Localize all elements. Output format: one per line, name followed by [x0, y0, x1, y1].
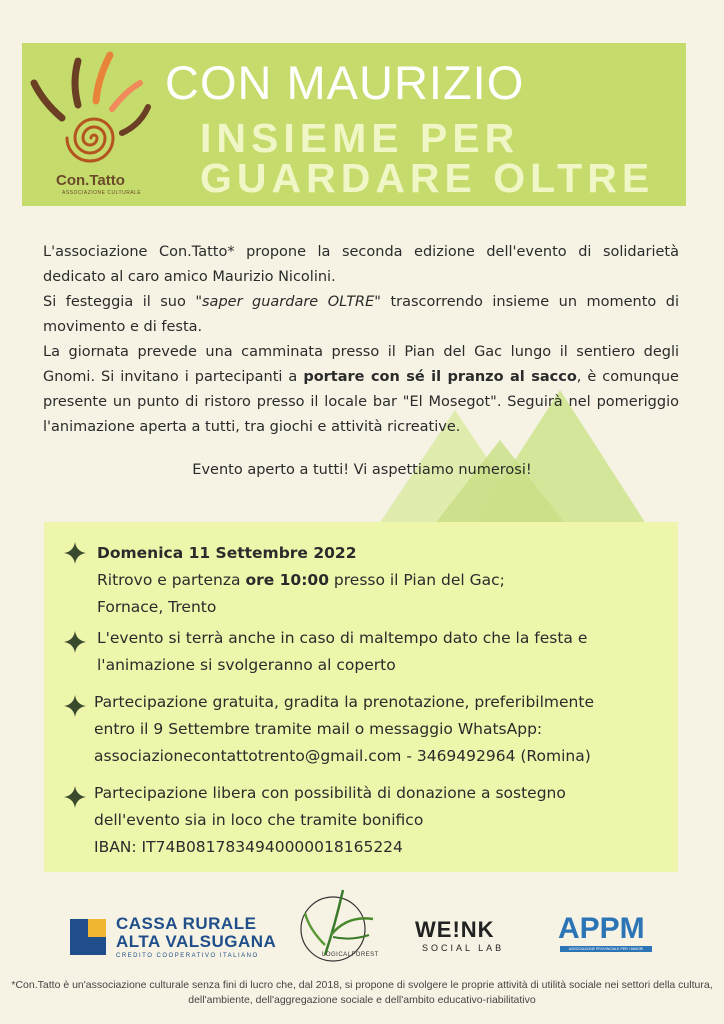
four-point-star-icon	[64, 695, 86, 717]
weather-note: L'evento si terrà anche in caso di maltempo dato che la festa e l'animazione si svolgeranno al coperto	[97, 629, 588, 674]
subtitle-line-1: INSIEME PER	[200, 115, 520, 161]
page-title: CON MAURIZIO	[165, 56, 525, 109]
sponsor-cassa-rurale-line1: CASSA RURALE	[116, 914, 257, 933]
donation-line-2: dell'evento sia in loco che tramite bonifico	[94, 811, 424, 829]
iban: IBAN: IT74B0817834940000018165224	[94, 838, 403, 856]
intro-paragraph-1: L'associazione Con.Tatto* propone la seconda edizione dell'evento di solidarietà dedicato al caro amico Maurizio Nicolini.	[43, 244, 679, 285]
subtitle-line-2: GUARDARE OLTRE	[200, 155, 655, 201]
sponsor-cassa-rurale-line3: CREDITO COOPERATIVO ITALIANO	[116, 953, 259, 959]
intro-paragraph-3: La giornata prevede una camminata presso il Pian del Gac lungo il sentiero degli Gnomi. Si invitano i partecipanti a portare con sé il pranzo al sacco, è comunque presente un punto di ristoro presso il locale bar "El Mosegot". Seguirà nel pomeriggio l'animazione aperta a tutti, tra giochi e attività ricreative.	[43, 344, 679, 435]
event-info-box	[44, 522, 678, 872]
sponsor-appm: APPM	[558, 912, 645, 945]
booking-line-2: entro il 9 Settembre tramite mail o messaggio WhatsApp:	[94, 720, 543, 738]
four-point-star-icon	[64, 631, 86, 653]
logo-subtitle: ASSOCIAZIONE CULTURALE	[62, 190, 142, 196]
cassa-rurale-logo-accent	[88, 919, 106, 937]
sponsor-logical-forest: LOGICALFOREST	[322, 952, 379, 958]
page-subtitle	[200, 115, 655, 201]
sponsor-weink-subtitle: SOCIAL LAB	[422, 943, 505, 953]
logo-name: Con.Tatto	[56, 172, 125, 189]
sponsor-weink: WE!NK	[415, 917, 495, 942]
meeting-location: Fornace, Trento	[97, 598, 217, 616]
meeting-info: Ritrovo e partenza ore 10:00 presso il Pian del Gac;	[97, 571, 505, 589]
intro-paragraph-2: Si festeggia il suo "saper guardare OLTRE" trascorrendo insieme un momento di movimento e di festa.	[43, 294, 679, 335]
booking-line-1: Partecipazione gratuita, gradita la prenotazione, preferibilmente	[94, 693, 594, 711]
four-point-star-icon	[64, 542, 86, 564]
tagline: Evento aperto a tutti! Vi aspettiamo numerosi!	[192, 462, 532, 478]
event-date: Domenica 11 Settembre 2022	[97, 544, 357, 562]
four-point-star-icon	[64, 786, 86, 808]
intro-text	[43, 240, 679, 440]
sponsor-cassa-rurale-line2: ALTA VALSUGANA	[116, 932, 277, 951]
footer-note: *Con.Tatto è un'associazione culturale senza fini di lucro che, dal 2018, si propone di svolgere le proprie attività di utilità sociale nei settori della cultura, dell'ambiente, dell'aggregazione sociale e dell'ambito educativo-riabilitativo	[11, 979, 713, 1006]
donation-line-1: Partecipazione libera con possibilità di donazione a sostegno	[94, 784, 566, 802]
sponsor-appm-subtitle: ASSOCIAZIONE PROVINCIALE PER I MINORI	[568, 947, 644, 951]
booking-contact: associazionecontattotrento@gmail.com - 3469492964 (Romina)	[94, 747, 591, 765]
